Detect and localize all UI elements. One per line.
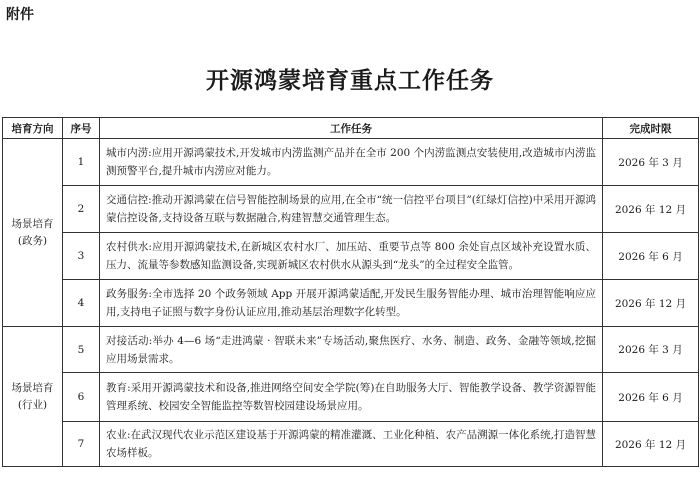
row-number: 7 [63,422,100,467]
column-header-task: 工作任务 [100,118,603,139]
deadline: 2026 年 12 月 [603,186,699,233]
direction-cell [3,327,63,467]
deadline: 2026 年 6 月 [603,373,699,422]
document-title: 开源鸿蒙培育重点工作任务 [206,67,494,94]
row-number: 2 [63,186,100,233]
deadline: 2026 年 12 月 [603,422,699,467]
deadline: 2026 年 6 月 [603,233,699,280]
task-text: 农村供水:应用开源鸿蒙技术,在新城区农村水厂、加压站、重要节点等 800 余处盲点区域补充设置水质、压力、流量等参数感知监测设备,实现新城区农村供水从源头到“龙头”的全过程安全监管。 [100,233,603,280]
column-header-deadline: 完成时限 [603,118,699,139]
task-text: 城市内涝:应用开源鸿蒙技术,开发城市内涝监测产品并在全市 200 个内涝监测点安装使用,改造城市内涝监测预警平台,提升城市内涝应对能力。 [100,139,603,186]
deadline: 2026 年 3 月 [603,327,699,373]
row-number: 4 [63,280,100,327]
task-text: 对接活动:举办 4—6 场“走进鸿蒙 · 智联未来”专场活动,聚焦医疗、水务、制造、政务、金融等领域,挖掘应用场景需求。 [100,327,603,373]
table-row [3,186,699,233]
row-number: 3 [63,233,100,280]
task-text: 政务服务:全市选择 20 个政务领域 App 开展开源鸿蒙适配,开发民生服务智能办理、城市治理智能响应应用,支持电子证照与数字身份认证应用,推动基层治理数字化转型。 [100,280,603,327]
task-text: 交通信控:推动开源鸿蒙在信号智能控制场景的应用,在全市“统一信控平台项目”(红绿灯信控)中采用开源鸿蒙信控设备,支持设备互联与数据融合,构建智慧交通管理生态。 [100,186,603,233]
column-header-direction: 培育方向 [3,118,63,139]
task-text: 农业:在武汉现代农业示范区建设基于开源鸿蒙的精准灌溉、工业化种植、农产品溯源一体化系统,打造智慧农场样板。 [100,422,603,467]
direction-label: 场景培育 (行业) [11,381,54,411]
column-header-number: 序号 [63,118,100,139]
task-table [2,117,699,467]
table-row [3,139,699,186]
row-number: 1 [63,139,100,186]
task-text: 教育:采用开源鸿蒙技术和设备,推进网络空间安全学院(筹)在自助服务大厅、智能教学设备、教学资源智能管理系统、校园安全智能监控等数智校园建设场景应用。 [100,373,603,422]
table-row [3,233,699,280]
table-row [3,280,699,327]
table-header-row [3,118,699,139]
table-row [3,327,699,373]
table-row [3,422,699,467]
deadline: 2026 年 12 月 [603,280,699,327]
row-number: 6 [63,373,100,422]
direction-label: 场景培育 (政务) [11,217,54,247]
row-number: 5 [63,327,100,373]
deadline: 2026 年 3 月 [603,139,699,186]
direction-cell [3,139,63,327]
table-row [3,373,699,422]
attachment-label: 附件 [6,7,34,23]
